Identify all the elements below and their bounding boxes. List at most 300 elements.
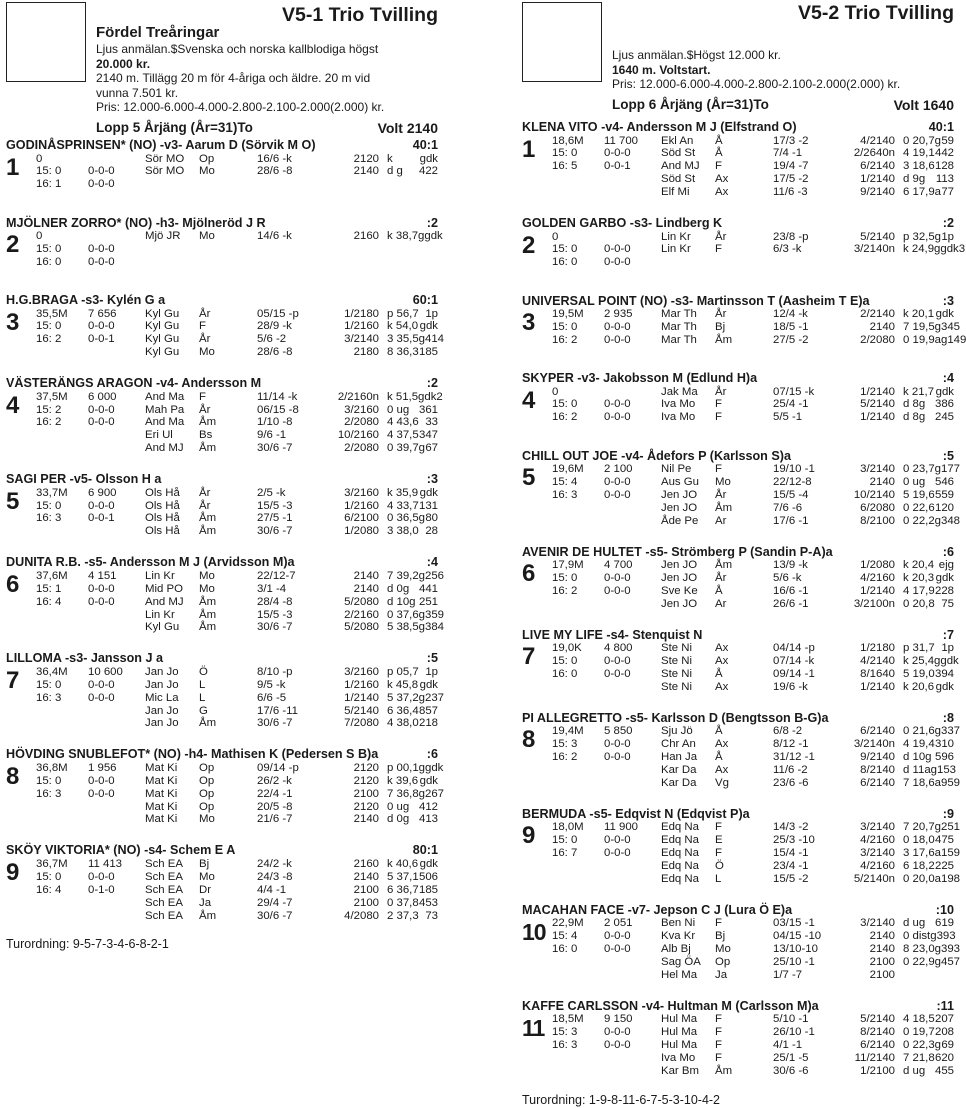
row-cell-pair — [903, 463, 960, 476]
row-cell — [36, 705, 88, 718]
row-cell-pair — [903, 398, 954, 411]
row-cell-pair — [903, 1065, 954, 1078]
row-cell: 422 — [418, 165, 438, 178]
row-cell: 5 850 — [604, 725, 633, 738]
row-cell: 15: 0 — [552, 655, 578, 668]
result-row — [36, 884, 438, 897]
row-cell-pair — [903, 476, 954, 489]
row-cell — [604, 860, 661, 873]
row-cell: 2140 — [869, 320, 895, 333]
race-info — [612, 48, 954, 92]
row-cell: Mjö JR — [145, 230, 181, 242]
row-cell: 19/6 -k — [773, 680, 808, 693]
horse-name: GOLDEN GARBO -s3- Lindberg K — [522, 216, 723, 231]
horse-entry — [6, 555, 445, 634]
row-cell: Kyl Gu — [145, 320, 180, 333]
row-cell: 0 22,3g — [903, 1039, 942, 1052]
row-cell: Mo — [199, 569, 215, 582]
row-cell: F — [715, 1013, 722, 1026]
row-cell: 16: 3 — [552, 488, 578, 501]
row-cell: 3/2160 — [344, 486, 379, 499]
row-cell: 0-0-0 — [604, 333, 631, 346]
row-cell: Ste Ni — [661, 680, 693, 693]
row-cell: 1/2160 — [344, 320, 379, 333]
row-cell — [88, 525, 145, 538]
row-cell: Mar Th — [661, 320, 697, 333]
row-cell: 3/2140 — [344, 333, 379, 346]
row-cell: 4/4 -1 — [257, 883, 287, 896]
start-number: 11 — [522, 1015, 545, 1042]
row-cell: 453 — [418, 896, 438, 909]
row-cell: År — [715, 308, 727, 321]
row-cell: 9/2140 — [860, 186, 895, 199]
row-cell: 2100 — [353, 787, 379, 800]
right-race-column — [522, 0, 966, 1108]
result-row — [36, 596, 438, 609]
row-cell: 0-0-1 — [88, 512, 115, 525]
row-cell-pair — [903, 969, 954, 982]
row-cell: 16: 2 — [552, 751, 578, 764]
row-cell: Op — [199, 787, 215, 800]
row-cell: Hul Ma — [661, 1039, 698, 1052]
row-cell — [604, 1065, 661, 1078]
row-cell-pair — [387, 801, 438, 814]
row-cell: 185 — [418, 346, 438, 359]
row-cell: 120 — [934, 501, 954, 514]
row-cell: 4 151 — [88, 569, 117, 582]
row-cell: Åm — [199, 525, 217, 538]
row-cell-pair — [903, 956, 960, 969]
row-cell-pair — [903, 243, 965, 256]
horse-odds: :2 — [426, 215, 438, 230]
row-cell: Jak Ma — [661, 385, 698, 398]
row-cell-pair — [903, 598, 954, 611]
start-number: 4 — [6, 391, 20, 419]
row-cell: p 56,7 — [387, 307, 419, 320]
row-cell — [552, 1052, 604, 1065]
row-cell: 0-0-0 — [604, 668, 631, 680]
row-cell: Han Ja — [661, 751, 698, 764]
row-cell: 128 — [934, 160, 954, 173]
row-cell: 475 — [934, 834, 954, 847]
horse-entry — [6, 293, 445, 359]
row-cell-pair — [903, 559, 954, 572]
row-cell: 0 39,7g — [387, 442, 426, 455]
row-cell: 0 36,5g — [387, 512, 426, 525]
row-cell: 0 37,6g — [387, 608, 426, 621]
row-cell: Bs — [199, 429, 213, 442]
row-cell: 21/6 -7 — [257, 813, 293, 826]
row-cell: 6 000 — [88, 390, 117, 403]
row-cell — [36, 801, 88, 814]
row-cell: 159 — [941, 847, 961, 860]
row-cell: k 20,4 — [903, 559, 935, 572]
row-cell: 1/2140 — [860, 411, 895, 424]
horse-header — [522, 545, 954, 560]
row-cell: gdk — [419, 678, 438, 691]
row-cell: 17/6 -1 — [773, 514, 809, 527]
row-cell: 6 900 — [88, 486, 117, 499]
row-cell — [88, 230, 145, 243]
row-cell: 36,8M — [36, 761, 68, 774]
row-cell: Åm — [715, 1065, 733, 1078]
start-number: 5 — [522, 464, 536, 492]
row-cell: 5/6 -k — [773, 571, 802, 584]
row-cell-pair — [387, 416, 438, 429]
row-cell: 0 22,9g — [903, 956, 942, 969]
row-cell: 11 700 — [604, 134, 638, 147]
row-cell: 620 — [934, 1052, 954, 1065]
row-cell — [315, 178, 387, 191]
row-cell-pair — [903, 160, 954, 173]
row-cell-pair — [387, 762, 443, 775]
row-cell: Edq Na — [661, 872, 699, 885]
row-cell-pair — [903, 655, 959, 668]
row-cell: 442 — [934, 147, 954, 160]
horse-odds: :2 — [942, 216, 954, 231]
row-cell: 15: 2 — [36, 403, 62, 416]
row-cell: 0 22,2g — [903, 514, 942, 527]
row-cell — [88, 705, 145, 718]
row-cell: 11/2140 — [854, 1052, 895, 1065]
row-cell: 15: 0 — [552, 243, 578, 256]
result-row — [36, 230, 443, 243]
row-cell: gdk2 — [418, 390, 443, 403]
row-cell: År — [199, 499, 211, 512]
row-cell: År — [199, 307, 211, 320]
horse-entry — [522, 293, 966, 355]
row-cell: gdk — [940, 655, 959, 668]
horse-name: LILLOMA -s3- Jansson J a — [6, 651, 163, 666]
row-cell: Åm — [199, 512, 217, 525]
result-row — [552, 1052, 954, 1065]
row-cell: 0-0-0 — [604, 847, 631, 860]
result-row — [36, 165, 438, 178]
horse-entry — [522, 120, 954, 199]
horse-header — [522, 628, 954, 643]
row-cell-pair — [387, 333, 444, 346]
row-cell: 1/10 -8 — [257, 416, 293, 429]
row-cell: 0-0-0 — [88, 774, 115, 787]
row-cell-pair — [903, 334, 966, 347]
row-cell: Mo — [199, 346, 215, 359]
row-cell: Bj — [199, 857, 210, 870]
row-cell: Jen JO — [661, 597, 698, 610]
row-cell: 16: 3 — [552, 1039, 578, 1052]
result-row — [36, 801, 438, 814]
result-row — [552, 725, 961, 738]
row-cell: 06/15 -8 — [257, 403, 299, 416]
row-cell: 25/1 -5 — [773, 1052, 809, 1065]
row-cell: 345 — [941, 320, 961, 333]
row-cell-pair — [387, 525, 438, 538]
row-cell: k 45,8 — [387, 678, 419, 691]
row-cell: F — [715, 411, 722, 424]
row-cell: 11 900 — [604, 821, 638, 834]
horse-name: MJÖLNER ZORRO* (NO) -h3- Mjölneröd J R — [6, 215, 266, 230]
row-cell-pair — [903, 411, 954, 424]
row-cell: 28/6 -8 — [257, 346, 293, 359]
row-cell: Ste Ni — [661, 655, 693, 668]
row-cell: 6/2140 — [860, 160, 895, 173]
row-cell-pair — [903, 764, 956, 777]
start-number: 5 — [6, 487, 20, 515]
row-cell: Lin Kr — [145, 608, 175, 621]
row-cell: F — [199, 390, 206, 403]
row-cell: 5/2080 — [344, 621, 379, 634]
row-cell: 16: 1 — [36, 178, 62, 191]
row-cell: Mo — [199, 813, 215, 826]
row-cell — [552, 956, 604, 969]
row-cell: 393 — [941, 943, 961, 956]
row-cell: 5 19,6 — [903, 488, 935, 501]
row-cell: 207 — [934, 1013, 954, 1026]
row-cell: 18,5M — [552, 1013, 584, 1026]
info-line: Ljus anmälan.$Högst 12.000 kr. — [612, 48, 781, 62]
result-row — [552, 186, 954, 199]
row-cell: 0-0-0 — [88, 165, 115, 178]
row-cell: 6/2100 — [344, 512, 379, 525]
row-cell: 3/2140n — [853, 243, 895, 256]
row-cell: 30/6 -7 — [257, 525, 293, 538]
row-cell: 0-0-0 — [604, 488, 631, 501]
row-cell: 29/4 -7 — [257, 896, 293, 909]
horse-header — [522, 449, 954, 464]
row-cell: 10 600 — [88, 665, 123, 678]
race-header — [522, 0, 954, 120]
result-row — [552, 333, 966, 347]
row-cell-pair — [387, 442, 438, 455]
row-cell: 25/3 -10 — [773, 834, 815, 847]
row-cell: 2120 — [353, 761, 379, 774]
result-row — [552, 930, 954, 943]
horse-entry — [6, 651, 445, 730]
row-cell: 393 — [936, 930, 956, 943]
row-cell: 348 — [941, 514, 961, 527]
row-cell: 15: 0 — [552, 398, 578, 411]
row-cell: gdk3 — [940, 243, 966, 256]
row-cell: 185 — [418, 883, 438, 896]
result-row — [552, 160, 954, 173]
row-cell: 19/4 -7 — [773, 160, 809, 173]
horse-odds: :3 — [426, 472, 438, 487]
row-cell — [88, 910, 145, 923]
row-cell: 6 17,9a — [903, 186, 942, 199]
row-cell: 5/2140 — [344, 704, 379, 717]
row-cell: 3/2140n — [853, 738, 895, 751]
row-cell: 414 — [425, 333, 445, 346]
row-cell-pair — [903, 821, 960, 834]
row-cell: 359 — [425, 608, 445, 621]
row-cell: p 00,1g — [387, 761, 426, 774]
row-cell — [36, 442, 88, 455]
row-cell: And Ma — [145, 390, 185, 403]
race-header — [6, 0, 438, 138]
row-cell: 18/5 -1 — [773, 320, 809, 333]
row-cell: k 24,9g — [903, 243, 941, 256]
row-cell: 16: 3 — [36, 691, 62, 704]
row-cell: gdk — [419, 857, 438, 870]
row-cell — [604, 502, 661, 515]
start-number: 4 — [522, 386, 536, 414]
row-cell — [36, 346, 88, 359]
row-cell-pair — [387, 500, 438, 513]
row-cell-pair — [903, 1013, 954, 1026]
row-cell — [831, 256, 903, 269]
horse-name: GODINÅSPRINSEN* (NO) -v3- Aarum D (Sörvik M O) — [6, 138, 316, 152]
row-cell: Sch EA — [145, 896, 183, 909]
row-cell: Edq Na — [661, 860, 699, 873]
result-row — [552, 598, 954, 611]
horse-odds: :7 — [942, 627, 954, 642]
row-cell: 18,6M — [552, 134, 584, 147]
row-cell: F — [715, 821, 722, 834]
row-cell: Kva Kr — [661, 930, 696, 943]
row-cell: Jen JO — [661, 559, 698, 572]
lopp-line — [612, 97, 954, 113]
horse-header — [6, 138, 438, 153]
row-cell: 2/2640n — [853, 147, 895, 160]
row-cell: 20/5 -8 — [257, 800, 293, 813]
row-cell: Sag ÖA — [661, 956, 701, 969]
horse-odds: :11 — [936, 998, 954, 1013]
row-cell: 3 38,0 — [387, 525, 419, 538]
row-cell: 7 20,7g — [903, 821, 942, 834]
row-cell: 361 — [418, 403, 438, 416]
row-cell: 7/4 -1 — [773, 147, 803, 160]
horse-name: BERMUDA -s5- Edqvist N (Edqvist P)a — [522, 806, 750, 821]
row-cell: 19/10 -1 — [773, 463, 815, 476]
row-cell: Mar Th — [661, 308, 697, 321]
turordning: Turordning: 1-9-8-11-6-7-5-3-10-4-2 — [522, 1092, 721, 1107]
row-cell: Op — [199, 774, 215, 787]
row-cell: L — [199, 691, 206, 704]
row-cell: Ax — [715, 680, 729, 693]
row-cell: 14/6 -k — [257, 230, 292, 242]
row-cell — [36, 910, 88, 923]
row-cell: 0-0-0 — [604, 256, 631, 269]
result-row — [552, 764, 957, 777]
row-cell: 30/6 -7 — [257, 909, 293, 922]
row-cell: 1/2160 — [344, 499, 379, 512]
row-cell: 2160 — [353, 857, 379, 870]
row-cell: 7/2080 — [344, 717, 379, 730]
horse-list — [6, 138, 445, 922]
row-cell: k 54,0 — [387, 320, 419, 333]
horse-entry — [522, 448, 961, 528]
row-cell: 37,6M — [36, 569, 68, 582]
row-cell-pair — [903, 917, 954, 930]
row-cell: Vg — [715, 776, 729, 789]
row-cell: Å — [715, 584, 723, 597]
row-cell-pair — [903, 186, 954, 199]
result-row — [552, 860, 954, 873]
horse-header — [522, 807, 954, 822]
row-cell: 5 38,5g — [387, 621, 426, 634]
row-cell: 5/10 -1 — [773, 1013, 809, 1026]
row-cell: Sör MO — [145, 165, 185, 178]
row-cell: 113 — [935, 173, 954, 186]
start-number: 2 — [522, 231, 536, 259]
row-cell: 4/2160 — [860, 571, 895, 584]
row-cell: 2120 — [353, 800, 379, 813]
row-cell-pair — [903, 834, 954, 847]
row-cell: 7/6 -6 — [773, 501, 803, 514]
row-cell: Åm — [199, 442, 217, 455]
row-cell-pair — [387, 308, 438, 321]
row-cell: 7 19,5g — [903, 320, 942, 333]
row-cell: ejg — [938, 559, 954, 572]
horse-name: CHILL OUT JOE -v4- Ådefors P (Karlsson S)a — [522, 448, 791, 463]
row-cell: gdk — [424, 230, 443, 242]
row-cell — [36, 897, 88, 910]
result-row — [552, 489, 954, 502]
row-cell: 0 18,0 — [903, 834, 935, 847]
horse-name: SKÖY VIKTORIA* (NO) -s4- Schem E A — [6, 843, 236, 858]
row-cell: 3/2140 — [860, 917, 895, 930]
row-cell: Å — [715, 147, 723, 160]
result-row — [552, 135, 954, 148]
info-line: Ljus anmälan.$Svenska och norska kallblodiga högst — [96, 42, 379, 56]
row-cell: 30/6 -7 — [257, 717, 293, 730]
row-cell: 15: 0 — [36, 165, 62, 178]
row-cell: d 0g — [387, 813, 410, 826]
row-cell: 16: 2 — [36, 333, 62, 346]
row-cell: Hul Ma — [661, 1026, 698, 1039]
row-cell: 6/2080 — [860, 501, 895, 514]
result-row — [552, 1026, 954, 1039]
row-cell: 19,5M — [552, 308, 584, 321]
row-cell-pair — [387, 666, 438, 679]
row-cell: 12/4 -k — [773, 308, 808, 321]
row-cell-pair — [387, 243, 438, 256]
row-cell: Ax — [715, 738, 729, 751]
result-row — [552, 1013, 954, 1026]
result-row — [552, 386, 954, 399]
row-cell: 3/2140 — [860, 821, 895, 834]
row-cell: 0 distg — [903, 930, 937, 943]
row-cell: 1/2140 — [860, 385, 895, 398]
row-cell: 18,0M — [552, 821, 584, 834]
row-cell: 6/2140 — [860, 776, 895, 789]
row-cell: 0 20,7g — [903, 134, 942, 147]
horse-name: VÄSTERÄNGS ARAGON -v4- Andersson M — [6, 376, 262, 391]
row-cell: Op — [199, 152, 215, 165]
row-cell: Mo — [199, 230, 215, 242]
row-cell: 6 18,2 — [903, 860, 935, 873]
row-cell: 2140 — [353, 813, 379, 826]
row-cell: 17/6 -11 — [257, 704, 298, 717]
race-title: V5-1 Trio Tvilling — [281, 4, 438, 26]
row-cell: L — [199, 678, 206, 691]
row-cell: 4/2080 — [344, 909, 379, 922]
row-cell: Hul Ma — [661, 1013, 698, 1026]
row-cell: Mah Pa — [145, 403, 185, 416]
row-cell: 10/2160 — [337, 429, 379, 442]
row-cell: 15: 0 — [36, 678, 62, 691]
row-cell: 0-0-0 — [604, 475, 631, 488]
row-cell: 0-0-0 — [604, 751, 631, 764]
horse-header — [6, 376, 438, 391]
row-cell — [552, 598, 604, 611]
row-cell: k 38,7g — [387, 230, 425, 242]
row-cell: k 35,9 — [387, 486, 419, 499]
row-cell: Åm — [199, 608, 217, 621]
row-cell: 15: 3 — [552, 1026, 578, 1039]
row-cell: 0-0-0 — [604, 320, 631, 333]
row-cell: k 51,5 — [387, 390, 419, 403]
row-cell-pair — [387, 858, 438, 871]
